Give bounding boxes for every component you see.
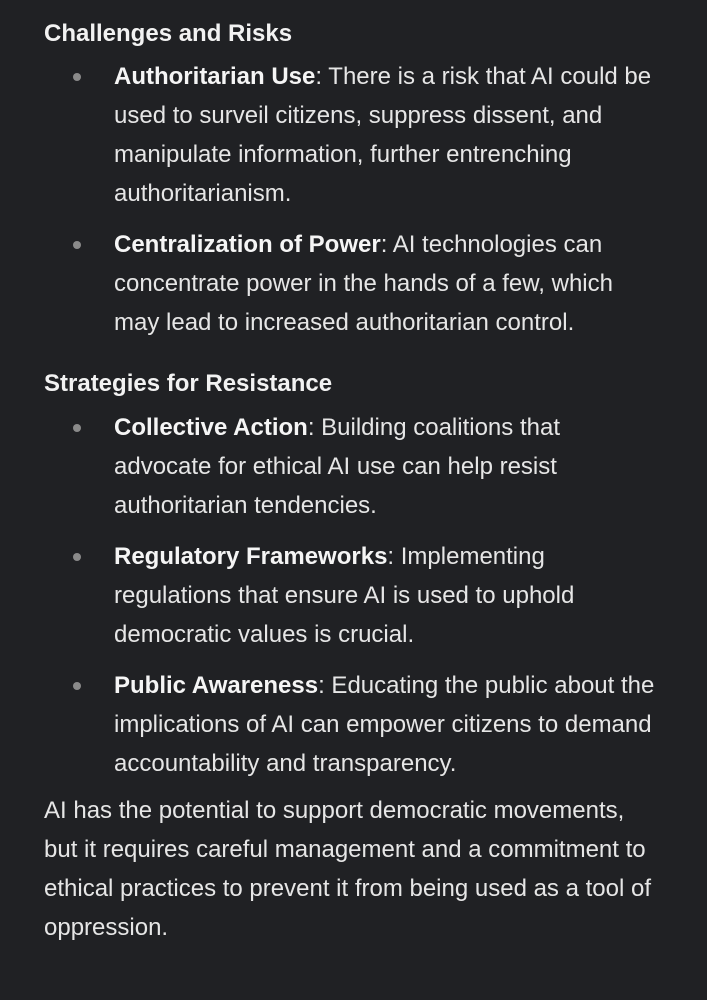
bullet-dot-icon (73, 424, 81, 432)
list-item-text: : Building coalitions that advocate for ethical AI use can help resist authoritarian tendencies. (114, 414, 560, 519)
section-heading-challenges: Challenges and Risks (44, 20, 293, 47)
challenges-list (44, 57, 663, 342)
list-item (44, 225, 663, 342)
strategies-list (44, 408, 663, 783)
list-item-term: Authoritarian Use (114, 63, 316, 90)
list-item-text: : Implementing regulations that ensure AI is used to uphold democratic values is crucial. (114, 543, 575, 648)
conclusion-paragraph: AI has the potential to support democratic movements, but it requires careful management and a commitment to ethical practices to prevent it from being used as a tool of oppression. (44, 797, 651, 941)
list-item (44, 537, 663, 654)
bullet-dot-icon (73, 553, 81, 561)
bullet-dot-icon (73, 682, 81, 690)
list-item-text: : There is a risk that AI could be used to surveil citizens, suppress dissent, and manipulate information, further entrenching authoritarianism. (114, 63, 652, 207)
list-item-text: : AI technologies can concentrate power in the hands of a few, which may lead to increased authoritarian control. (114, 231, 613, 336)
list-item-term: Regulatory Frameworks (114, 543, 388, 570)
bullet-dot-icon (73, 73, 81, 81)
list-item-term: Centralization of Power (114, 231, 381, 258)
section-heading-strategies: Strategies for Resistance (44, 370, 333, 397)
list-item (44, 57, 663, 213)
list-item (44, 408, 663, 525)
list-item-term: Public Awareness (114, 672, 319, 699)
list-item-text: : Educating the public about the implications of AI can empower citizens to demand accountability and transparency. (114, 672, 655, 777)
bullet-dot-icon (73, 241, 81, 249)
list-item-term: Collective Action (114, 414, 308, 441)
list-item (44, 666, 663, 783)
